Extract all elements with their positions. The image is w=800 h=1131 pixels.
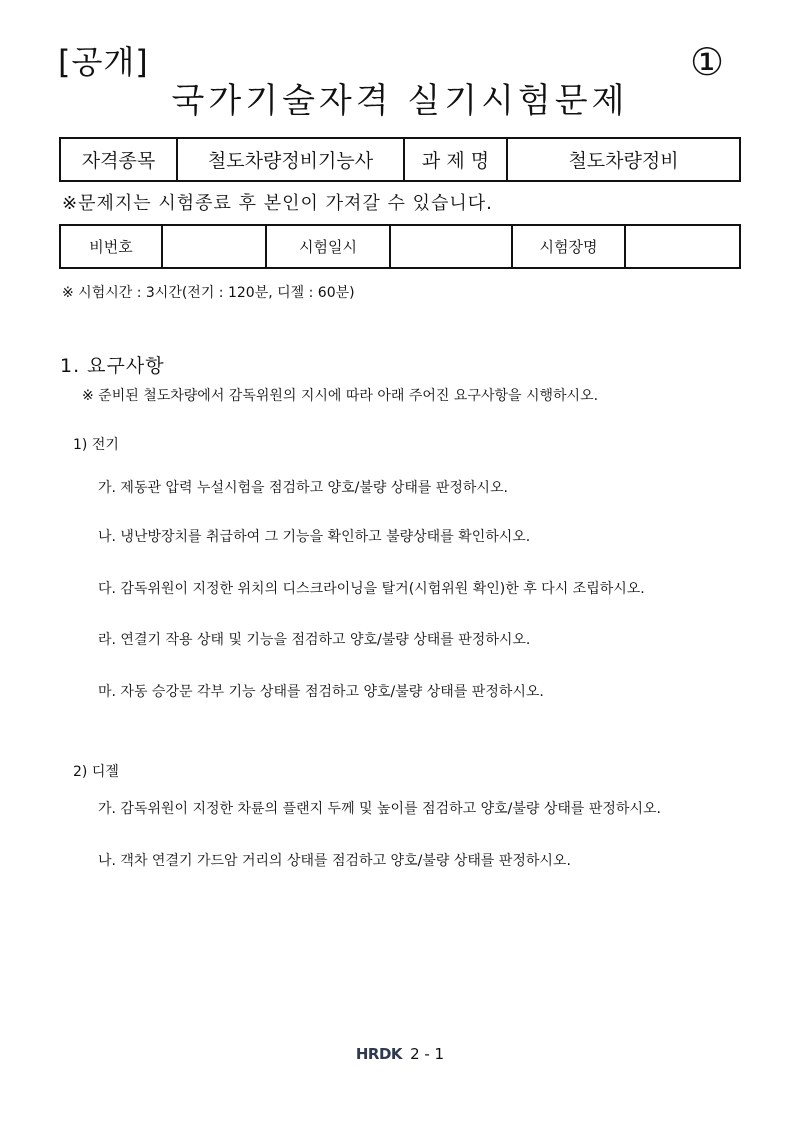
diesel-item: 가. 감독위원이 지정한 차륜의 플랜지 두께 및 높이를 점검하고 양호/불량 상태를 판정하시오. bbox=[98, 801, 661, 817]
info-table bbox=[59, 137, 741, 182]
task-value: 철도차량정비 bbox=[507, 138, 740, 181]
exam-time: ※ 시험시간 : 3시간(전기 : 120분, 디젤 : 60분) bbox=[62, 285, 355, 301]
electric-item: 마. 자동 승강문 각부 기능 상태를 점검하고 양호/불량 상태를 판정하시오. bbox=[98, 684, 544, 700]
diesel-item: 나. 객차 연결기 가드암 거리의 상태를 점검하고 양호/불량 상태를 판정하시오. bbox=[98, 853, 571, 869]
electric-item: 라. 연결기 작용 상태 및 기능을 점검하고 양호/불량 상태를 판정하시오. bbox=[98, 632, 531, 648]
date-label: 시험일시 bbox=[266, 225, 390, 268]
field-value: 철도차량정비기능사 bbox=[177, 138, 404, 181]
section-title: 1. 요구사항 bbox=[60, 355, 165, 377]
electric-item: 가. 제동관 압력 누설시험을 점검하고 양호/불량 상태를 판정하시오. bbox=[98, 480, 508, 496]
electric-item: 다. 감독위원이 지정한 위치의 디스크라이닝을 탈거(시험위원 확인)한 후 다시 조립하시오. bbox=[98, 581, 645, 597]
exam-table bbox=[59, 224, 741, 269]
hrdk-logo: HRDK bbox=[355, 1045, 403, 1063]
place-label: 시험장명 bbox=[512, 225, 625, 268]
page-footer bbox=[0, 1042, 800, 1066]
subsection-diesel-title: 2) 디젤 bbox=[73, 764, 119, 780]
task-label: 과 제 명 bbox=[404, 138, 507, 181]
notice-text: ※문제지는 시험종료 후 본인이 가져갈 수 있습니다. bbox=[62, 193, 493, 214]
subsection-electric-title: 1) 전기 bbox=[73, 437, 119, 453]
number-value bbox=[162, 225, 266, 268]
public-tag: [공개] bbox=[58, 43, 149, 81]
page-mark: ① bbox=[690, 40, 725, 84]
electric-item: 나. 냉난방장치를 취급하여 그 기능을 확인하고 불량상태를 확인하시오. bbox=[98, 529, 531, 545]
section-instruction: ※ 준비된 철도차량에서 감독위원의 지시에 따라 아래 주어진 요구사항을 시행하시오. bbox=[82, 388, 599, 404]
number-label: 비번호 bbox=[60, 225, 162, 268]
document-title: 국가기술자격 실기시험문제 bbox=[171, 81, 629, 121]
page-number: 2 - 1 bbox=[410, 1045, 445, 1063]
place-value bbox=[625, 225, 740, 268]
date-value bbox=[390, 225, 512, 268]
field-label: 자격종목 bbox=[60, 138, 177, 181]
